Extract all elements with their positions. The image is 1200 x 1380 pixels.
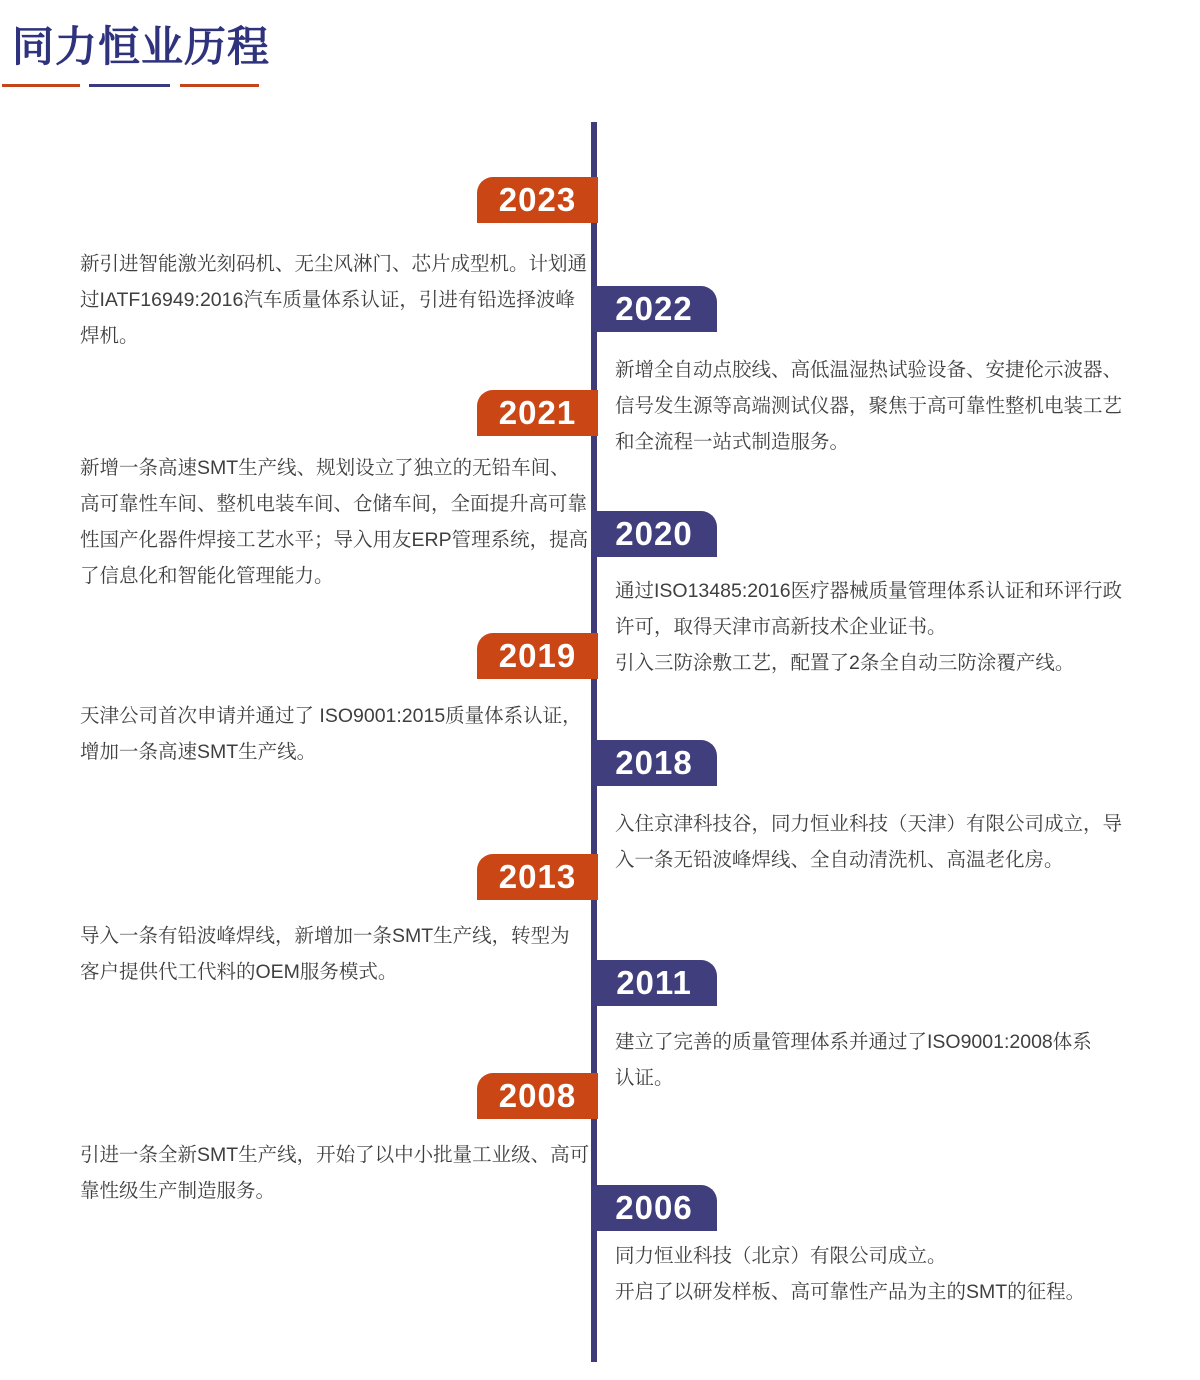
- year-badge-2023: 2023: [477, 177, 598, 223]
- year-badge-2019: 2019: [477, 633, 598, 679]
- year-badge-2022: 2022: [591, 286, 717, 332]
- year-badge-2011: 2011: [591, 960, 717, 1006]
- timeline-text-2019: 天津公司首次申请并通过了 ISO9001:2015质量体系认证， 增加一条高速SMT生产线。: [80, 705, 582, 763]
- timeline-text-2011: 建立了完善的质量管理体系并通过了ISO9001:2008体系 认证。: [615, 1031, 1092, 1089]
- title-underline-right: [180, 84, 259, 87]
- timeline-text-2013: 导入一条有铅波峰焊线，新增加一条SMT生产线，转型为 客户提供代工代料的OEM服务模式。: [80, 925, 570, 983]
- year-badge-2013: 2013: [477, 854, 598, 900]
- year-badge-2006: 2006: [591, 1185, 717, 1231]
- timeline-text-2006: 同力恒业科技（北京）有限公司成立。 开启了以研发样板、高可靠性产品为主的SMT的征程。: [615, 1245, 1086, 1303]
- page-title: 同力恒业历程: [12, 23, 271, 70]
- year-badge-2018: 2018: [591, 740, 717, 786]
- page-header: [12, 22, 270, 72]
- timeline-text-2021: 新增一条高速SMT生产线、规划设立了独立的无铅车间、 高可靠性车间、整机电装车间、仓储车间，全面提升高可靠 性国产化器件焊接工艺水平；导入用友ERP管理系统，提高 了信息化和智能化管理能力。: [80, 457, 589, 587]
- year-badge-2008: 2008: [477, 1073, 598, 1119]
- timeline-text-2018: 入住京津科技谷，同力恒业科技（天津）有限公司成立，导 入一条无铅波峰焊线、全自动清洗机、高温老化房。: [615, 813, 1123, 871]
- year-badge-2021: 2021: [477, 390, 598, 436]
- timeline-text-2020: 通过ISO13485:2016医疗器械质量管理体系认证和环评行政 许可，取得天津市高新技术企业证书。 引入三防涂敷工艺，配置了2条全自动三防涂覆产线。: [615, 580, 1123, 674]
- title-underline-middle: [89, 84, 170, 87]
- timeline-text-2022: 新增全自动点胶线、高低温湿热试验设备、安捷伦示波器、 信号发生源等高端测试仪器，聚焦于高可靠性整机电装工艺 和全流程一站式制造服务。: [615, 359, 1123, 453]
- timeline-text-2008: 引进一条全新SMT生产线，开始了以中小批量工业级、高可 靠性级生产制造服务。: [80, 1144, 590, 1202]
- timeline-text-2023: 新引进智能激光刻码机、无尘风淋门、芯片成型机。计划通 过IATF16949:2016汽车质量体系认证，引进有铅选择波峰 焊机。: [80, 253, 588, 347]
- title-underline-left: [2, 84, 80, 87]
- year-badge-2020: 2020: [591, 511, 717, 557]
